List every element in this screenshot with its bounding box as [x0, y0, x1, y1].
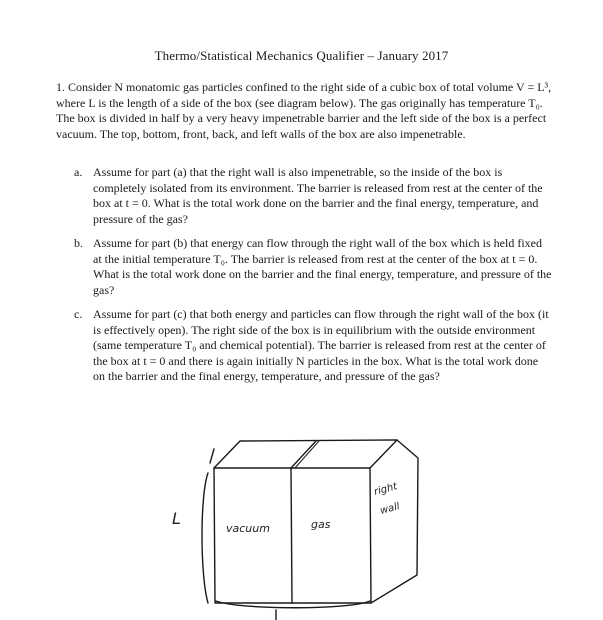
part-c-label: c.	[74, 307, 83, 321]
barrier-front-line	[291, 468, 292, 603]
page-title: Thermo/Statistical Mechanics Qualifier – January 2017	[154, 48, 449, 63]
right-wall-label-2: wall	[378, 501, 401, 517]
box-right-face	[371, 440, 418, 603]
gas-label: gas	[311, 518, 331, 531]
part-b-label: b.	[74, 236, 83, 250]
barrier-top-line-2	[295, 441, 319, 468]
part-b-text: Assume for part (b) that energy can flow through the right wall of the box which is held fixed at the initial temperature T₀. The barrier is released from rest at the center of the box at t = 0. What is the total work done on the barrier and the final energy, temperature, and pressure of the gas?	[93, 236, 552, 297]
box-diagram	[160, 425, 460, 620]
part-a-text: Assume for part (a) that the right wall is also impenetrable, so the inside of the box is completely isolated from its environment. The barrier is released from rest at the center of the box at t = 0. What is the total work done on the barrier and the final energy, temperature, and pressure of the gas?	[93, 165, 543, 226]
side-label-L: L	[172, 509, 181, 528]
problem-statement	[56, 80, 556, 142]
bottom-brace	[216, 601, 370, 608]
part-a-label: a.	[74, 165, 83, 179]
right-wall-label-1: right	[372, 481, 399, 498]
vacuum-label: vacuum	[226, 522, 270, 535]
side-tick	[210, 449, 214, 463]
barrier-top-line	[291, 441, 316, 468]
problem-number: 1.	[56, 80, 65, 94]
side-brace	[202, 473, 208, 603]
box-top-face	[214, 440, 397, 468]
problem-intro: Consider N monatomic gas particles confined to the right side of a cubic box of total volume V = L³, where L is the length of a side of the box (see diagram below). The gas originally has temperature T₀. The box is divided in half by a very heavy impenetrable barrier and the left side of the box is a perfect vacuum. The top, bottom, front, back, and left walls of the box are also impenetrable.	[56, 80, 552, 141]
part-c-text: Assume for part (c) that both energy and particles can flow through the right wall of the box (it is effectively open). The right side of the box is in equilibrium with the outside environment (same temperature T₀ and chemical potential). The barrier is released from rest at the center of the box at t = 0 and there is again initially N particles in the box. What is the total work done on the barrier and the final energy, temperature, and pressure of the gas?	[93, 307, 549, 383]
